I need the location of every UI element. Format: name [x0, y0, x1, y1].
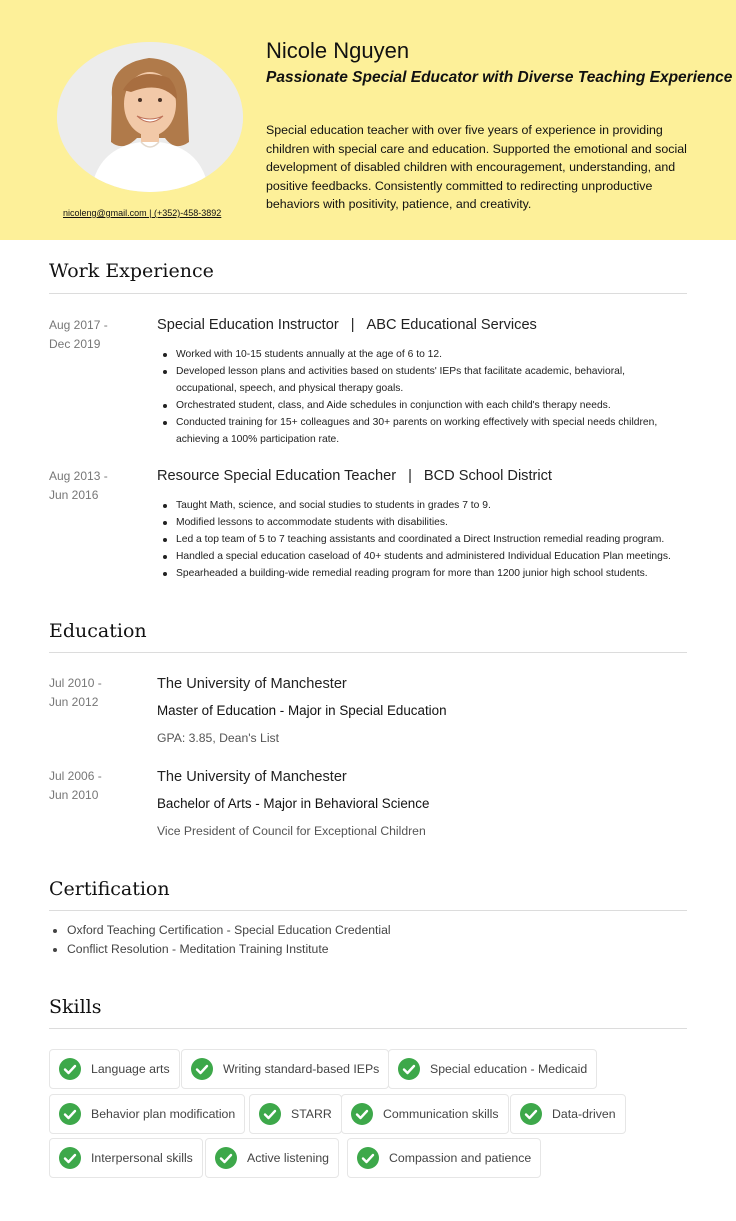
- check-circle-icon: [191, 1058, 213, 1080]
- job-bullets: [176, 497, 686, 582]
- skill-label: Behavior plan modification: [91, 1107, 236, 1121]
- edu-date-range: [49, 674, 102, 712]
- job-company: ABC Educational Services: [366, 317, 537, 333]
- skill-label: Special education - Medicaid: [430, 1062, 588, 1076]
- work-date-end: Jun 2016: [49, 488, 99, 502]
- work-date-start: Aug 2013 -: [49, 469, 108, 483]
- edu-date-end: Jun 2010: [49, 788, 99, 802]
- skill-tag: [181, 1049, 389, 1089]
- section-divider: [49, 652, 687, 653]
- edu-date-start: Jul 2010 -: [49, 676, 102, 690]
- edu-date-end: Jun 2012: [49, 695, 99, 709]
- check-circle-icon: [59, 1058, 81, 1080]
- job-bullet: Developed lesson plans and activities based on students' IEPs that facilitate academic, behavioral, occupational, speech, and physical therapy goals.: [176, 363, 686, 397]
- skill-tag: [49, 1138, 203, 1178]
- check-circle-icon: [59, 1147, 81, 1169]
- job-bullet: Conducted training for 15+ colleagues and 30+ parents on working effectively with special needs children, achieving a 100% participation rate.: [176, 414, 686, 448]
- edu-date-start: Jul 2006 -: [49, 769, 102, 783]
- skill-label: Data-driven: [552, 1107, 616, 1121]
- skill-tag: [249, 1094, 342, 1134]
- job-company: BCD School District: [423, 468, 552, 484]
- candidate-tagline: Passionate Special Educator with Diverse Teaching Experience: [266, 69, 733, 86]
- job-separator: |: [408, 468, 412, 484]
- header-banner: [0, 0, 736, 240]
- check-circle-icon: [259, 1103, 281, 1125]
- certification-item: Conflict Resolution - Meditation Training Institute: [67, 940, 391, 959]
- job-heading: [157, 468, 552, 484]
- work-date-end: Dec 2019: [49, 337, 101, 351]
- edu-detail: GPA: 3.85, Dean's List: [157, 731, 280, 745]
- edu-school: The University of Manchester: [157, 769, 347, 785]
- skill-label: STARR: [291, 1107, 332, 1121]
- skill-tag: [347, 1138, 541, 1178]
- check-circle-icon: [357, 1147, 379, 1169]
- section-title-certification: Certification: [49, 878, 170, 900]
- skill-tag: [49, 1094, 245, 1134]
- job-separator: |: [350, 317, 355, 333]
- section-title-education: Education: [49, 620, 147, 642]
- edu-school: The University of Manchester: [157, 676, 347, 692]
- edu-detail: Vice President of Council for Exceptional Children: [157, 824, 426, 838]
- contact-info[interactable]: nicoleng@gmail.com | (+352)-458-3892: [63, 208, 222, 218]
- check-circle-icon: [215, 1147, 237, 1169]
- skill-tag: [49, 1049, 180, 1089]
- skill-label: Active listening: [247, 1151, 330, 1165]
- section-divider: [49, 293, 687, 294]
- edu-date-range: [49, 767, 102, 805]
- profile-photo: [57, 42, 243, 192]
- job-title: Resource Special Education Teacher: [157, 468, 397, 484]
- check-circle-icon: [398, 1058, 420, 1080]
- job-bullet: Orchestrated student, class, and Aide schedules in conjunction with each child's therapy needs.: [176, 397, 686, 414]
- check-circle-icon: [520, 1103, 542, 1125]
- candidate-name: Nicole Nguyen: [266, 38, 410, 63]
- skill-tag: [341, 1094, 509, 1134]
- work-date-range: [49, 467, 108, 505]
- section-divider: [49, 910, 687, 911]
- work-date-range: [49, 316, 108, 354]
- job-bullet: Taught Math, science, and social studies to students in grades 7 to 9.: [176, 497, 686, 514]
- certification-item: Oxford Teaching Certification - Special Education Credential: [67, 921, 391, 940]
- section-title-work: Work Experience: [49, 260, 214, 282]
- edu-degree: Master of Education - Major in Special Education: [157, 703, 447, 718]
- skill-tag: [510, 1094, 626, 1134]
- section-title-skills: Skills: [49, 996, 102, 1018]
- section-divider: [49, 1028, 687, 1029]
- job-bullet: Worked with 10-15 students annually at the age of 6 to 12.: [176, 346, 686, 363]
- job-bullet: Handled a special education caseload of 40+ students and administered Individual Education Plan meetings.: [176, 548, 686, 565]
- check-circle-icon: [59, 1103, 81, 1125]
- skill-label: Interpersonal skills: [91, 1151, 193, 1165]
- check-circle-icon: [351, 1103, 373, 1125]
- skill-tag: [388, 1049, 597, 1089]
- certification-list: [67, 921, 391, 959]
- skill-label: Language arts: [91, 1062, 170, 1076]
- job-bullets: [176, 346, 686, 448]
- skill-label: Compassion and patience: [389, 1151, 532, 1165]
- job-bullet: Led a top team of 5 to 7 teaching assistants and coordinated a Direct Instruction remedial reading program.: [176, 531, 686, 548]
- skill-label: Communication skills: [383, 1107, 499, 1121]
- job-title: Special Education Instructor: [157, 317, 339, 333]
- skill-tag: [205, 1138, 339, 1178]
- work-date-start: Aug 2017 -: [49, 318, 108, 332]
- edu-degree: Bachelor of Arts - Major in Behavioral Science: [157, 796, 430, 811]
- job-bullet: Modified lessons to accommodate students with disabilities.: [176, 514, 686, 531]
- skill-label: Writing standard-based IEPs: [223, 1062, 380, 1076]
- profile-summary: Special education teacher with over five years of experience in providing children with special care and education. Supported the emotional and social development of disabled children with encouragement, understanding, and positive feedbacks. Consistently committed to redirecting unproductive behaviors with positivity, patience, and creativity.: [266, 123, 687, 211]
- portrait-illustration: [57, 42, 243, 192]
- job-bullet: Spearheaded a building-wide remedial reading program for more than 1200 junior high school students.: [176, 565, 686, 582]
- job-heading: [157, 317, 537, 333]
